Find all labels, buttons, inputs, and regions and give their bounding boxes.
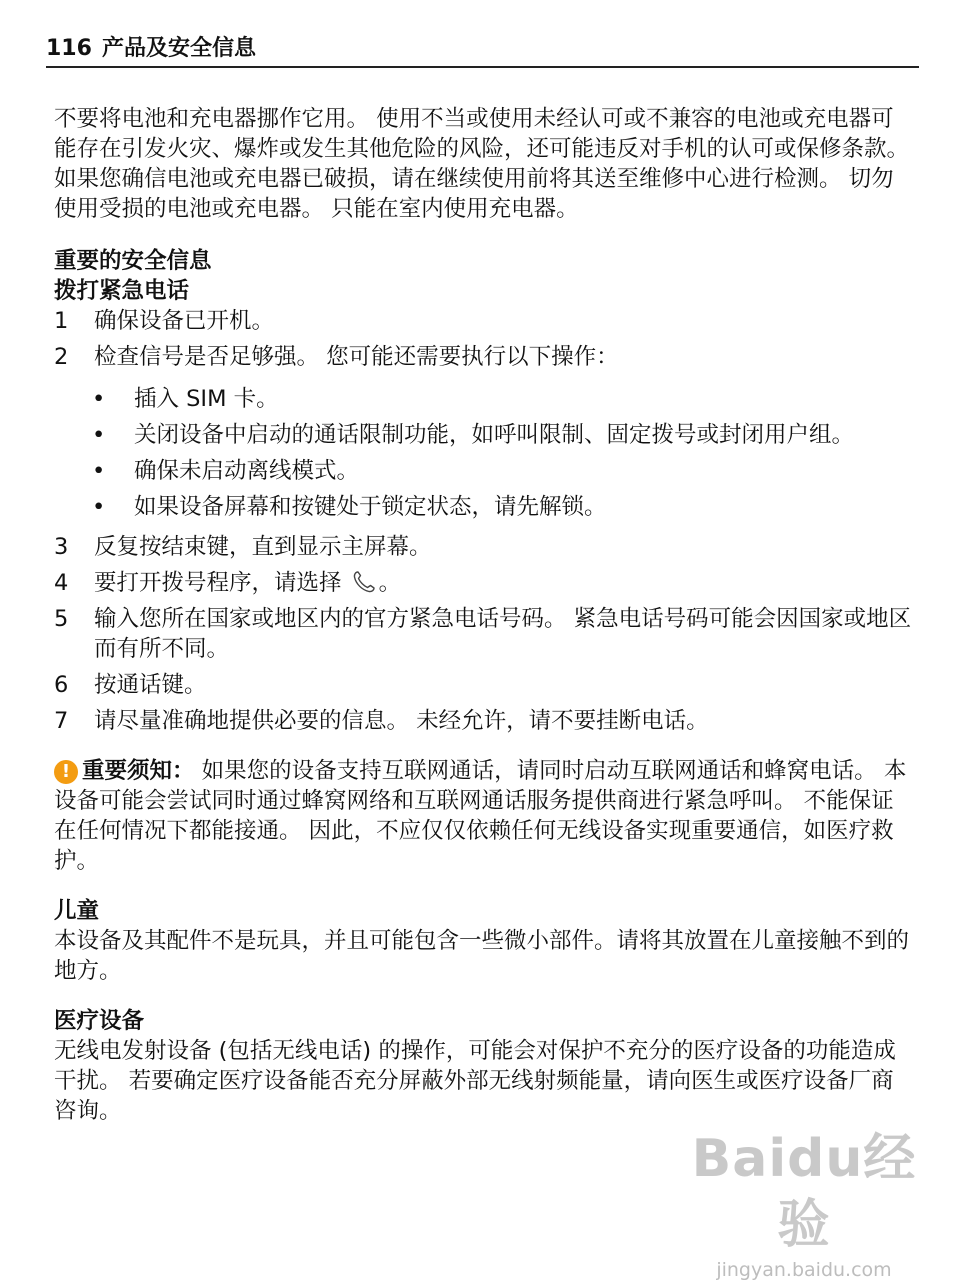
important-notice xyxy=(54,756,916,876)
list-item xyxy=(54,306,916,336)
step-2-bullets xyxy=(54,384,916,522)
bullet-marker: • xyxy=(92,386,106,412)
step-text: 反复按结束键，直到显示主屏幕。 xyxy=(94,534,432,560)
step-number: 4 xyxy=(54,570,69,596)
step-number: 1 xyxy=(54,308,69,334)
section-title: 产品及安全信息 xyxy=(101,36,256,61)
step-text: 要打开拨号程序，请选择 xyxy=(94,570,342,596)
bullet-text: 插入 SIM 卡。 xyxy=(134,386,279,412)
list-item xyxy=(54,604,916,664)
children-heading: 儿童 xyxy=(54,898,100,924)
emergency-steps-list xyxy=(54,306,916,372)
step-text: 检查信号是否足够强。 您可能还需要执行以下操作： xyxy=(94,344,619,370)
bullet-text: 确保未启动离线模式。 xyxy=(134,458,360,484)
step-text: 按通话键。 xyxy=(94,672,207,698)
list-item xyxy=(54,384,916,414)
emergency-steps-list-continued xyxy=(54,532,916,736)
notice-text: 如果您的设备支持互联网通话，请同时启动互联网通话和蜂窝电话。 本设备可能会尝试同时通过蜂窝网络和互联网通话服务提供商进行紧急呼叫。 不能保证在任何情况下都能接通。 因此，不应仅仅依赖任何无线设备实现重要通信，如医疗救护。 xyxy=(54,758,907,874)
bullet-text: 如果设备屏幕和按键处于锁定状态，请先解锁。 xyxy=(134,494,607,520)
page-header xyxy=(46,34,919,68)
list-item xyxy=(54,420,916,450)
list-item xyxy=(54,342,916,372)
watermark-url: jingyan.baidu.com xyxy=(716,1259,892,1281)
step-number: 3 xyxy=(54,534,69,560)
list-item xyxy=(54,670,916,700)
page-content xyxy=(54,104,916,1146)
important-safety-heading: 重要的安全信息 xyxy=(54,248,212,274)
intro-paragraph: 不要将电池和充电器挪作它用。 使用不当或使用未经认可或不兼容的电池或充电器可能存在引发火灾、爆炸或发生其他危险的风险，还可能违反对手机的认可或保修条款。 如果您确信电池或充电器已破损，请在继续使用前将其送至维修中心进行检测。 切勿使用受损的电池或充电器。 只能在室内使用充电器。 xyxy=(54,106,910,222)
step-text: 确保设备已开机。 xyxy=(94,308,275,334)
warning-icon: ! xyxy=(54,760,78,784)
list-item xyxy=(54,568,916,598)
bullet-text: 关闭设备中启动的通话限制功能，如呼叫限制、固定拨号或封闭用户组。 xyxy=(134,422,855,448)
baidu-jingyan-watermark xyxy=(689,1126,919,1281)
list-item xyxy=(54,706,916,736)
bullet-marker: • xyxy=(92,458,106,484)
list-item xyxy=(54,532,916,562)
list-item xyxy=(54,492,916,522)
medical-text: 无线电发射设备 (包括无线电话) 的操作，可能会对保护不充分的医疗设备的功能造成干扰。 若要确定医疗设备能否充分屏蔽外部无线射频能量，请向医生或医疗设备厂商咨询。 xyxy=(54,1038,896,1124)
step-text: 请尽量准确地提供必要的信息。 未经允许，请不要挂断电话。 xyxy=(94,708,709,734)
list-item xyxy=(54,456,916,486)
phone-icon xyxy=(351,569,377,595)
step-number: 5 xyxy=(54,606,69,632)
step-text-suffix: 。 xyxy=(378,570,402,596)
watermark-logo: Baidu经验 xyxy=(691,1129,917,1255)
step-number: 6 xyxy=(54,672,69,698)
step-number: 7 xyxy=(54,708,69,734)
children-text: 本设备及其配件不是玩具，并且可能包含一些微小部件。请将其放置在儿童接触不到的地方。 xyxy=(54,928,910,984)
page-number: 116 xyxy=(46,36,92,61)
notice-label: 重要须知： xyxy=(82,758,195,784)
step-number: 2 xyxy=(54,344,69,370)
step-text: 输入您所在国家或地区内的官方紧急电话号码。 紧急电话号码可能会因国家或地区而有所不同。 xyxy=(94,606,912,662)
emergency-call-heading: 拨打紧急电话 xyxy=(54,278,190,304)
children-section xyxy=(54,896,916,986)
medical-section xyxy=(54,1006,916,1126)
bullet-marker: • xyxy=(92,494,106,520)
bullet-marker: • xyxy=(92,422,106,448)
medical-heading: 医疗设备 xyxy=(54,1008,145,1034)
